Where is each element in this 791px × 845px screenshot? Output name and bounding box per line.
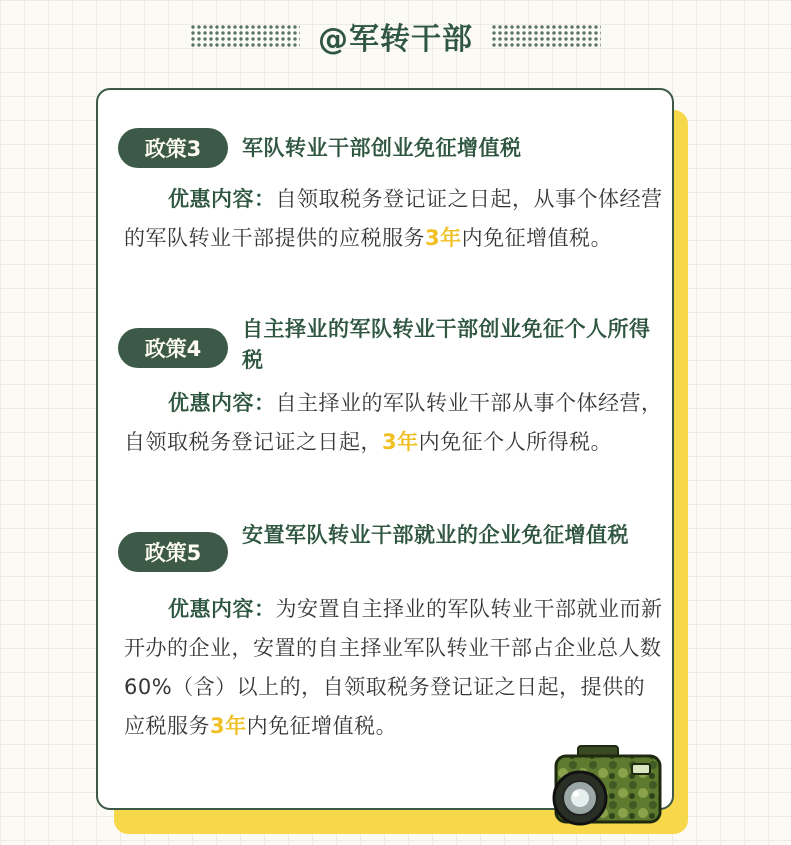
content-label: 优惠内容： bbox=[168, 597, 276, 621]
content-text-end: 内免征增值税。 bbox=[246, 714, 398, 738]
content-text-end: 内免征个人所得税。 bbox=[418, 430, 613, 454]
highlight-duration: 3年 bbox=[210, 714, 247, 738]
highlight-duration: 3年 bbox=[382, 430, 419, 454]
policy-title: 自主择业的军队转业干部创业免征个人所得税 bbox=[242, 317, 651, 372]
policy-card bbox=[96, 88, 674, 810]
header bbox=[0, 14, 791, 58]
policy-content bbox=[124, 590, 664, 746]
content-label: 优惠内容： bbox=[168, 391, 276, 415]
content-text: 自主择业的军队转业干部从事个体经营，自领取税务登记证之日起， bbox=[124, 391, 663, 454]
dot-ornament-right bbox=[491, 24, 601, 48]
camera-illustration bbox=[548, 740, 668, 832]
content-text: 自领取税务登记证之日起，从事个体经营的军队转业干部提供的应税服务 bbox=[124, 187, 663, 250]
policy-title: 安置军队转业干部就业的企业免征增值税 bbox=[242, 523, 629, 547]
policy-badge: 政策5 bbox=[118, 532, 228, 572]
policy-title: 军队转业干部创业免征增值税 bbox=[242, 136, 522, 160]
policy-content bbox=[124, 180, 664, 258]
content-text-end: 内免征增值税。 bbox=[461, 226, 613, 250]
content-text: 为安置自主择业的军队转业干部就业而新开办的企业，安置的自主择业军队转业干部占企业总人数60%（含）以上的，自领取税务登记证之日起，提供的应税服务 bbox=[124, 597, 663, 738]
page-title: @军转干部 bbox=[318, 22, 473, 57]
policy-badge: 政策4 bbox=[118, 328, 228, 368]
dot-ornament-left bbox=[190, 24, 300, 48]
content-label: 优惠内容： bbox=[168, 187, 276, 211]
policy-content bbox=[124, 384, 664, 462]
highlight-duration: 3年 bbox=[425, 226, 462, 250]
policy-badge: 政策3 bbox=[118, 128, 228, 168]
